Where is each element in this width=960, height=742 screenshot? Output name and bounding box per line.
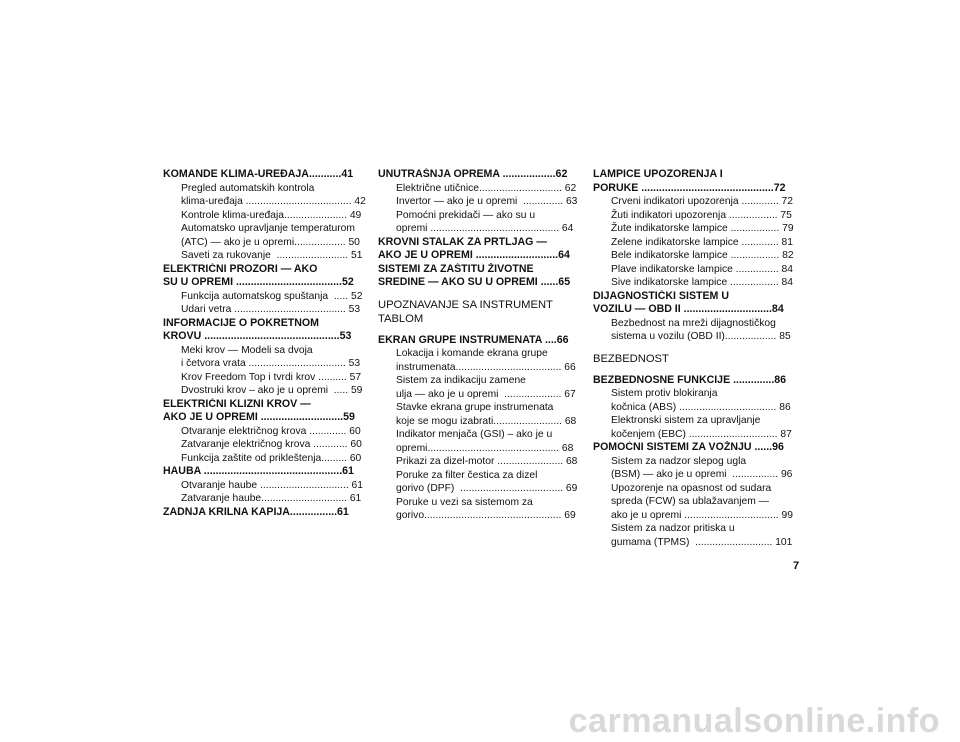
toc-heading: POMOĆNI SISTEMI ZA VOŽNJU ......96 xyxy=(593,441,784,453)
toc-entry: Plave indikatorske lampice ............... 84 xyxy=(611,263,793,275)
toc-entry: Krov Freedom Top i tvrdi krov .......... 57 xyxy=(181,371,362,383)
toc-heading: KROVU ..............................................53 xyxy=(163,330,352,342)
toc-heading: SU U OPREMI ....................................52 xyxy=(163,276,354,288)
toc-entry: i četvora vrata .................................. 53 xyxy=(181,358,361,369)
toc-entry: Otvaranje haube ............................... 61 xyxy=(181,479,363,491)
toc-entry: Zatvaranje haube.............................. 61 xyxy=(181,493,362,504)
toc-entry: Indikator menjača (GSI) – ako je u xyxy=(396,429,553,440)
toc-entry: (ATC) — ako je u opremi.................. 50 xyxy=(181,236,360,248)
toc-entry: Bezbednost na mreži dijagnostičkog xyxy=(611,317,776,329)
toc-entry: gorivo (DPF) .................................... 69 xyxy=(396,483,578,494)
spacer xyxy=(593,366,803,374)
toc-heading: ELEKTRIČNI KLIZNI KROV — xyxy=(163,397,311,410)
toc-heading: KROVNI STALAK ZA PRTLJAG — xyxy=(378,235,547,248)
toc-entry: Udari vetra ....................................... 53 xyxy=(181,304,361,315)
toc-entry: Saveti za rukovanje ......................... 51 xyxy=(181,250,363,261)
toc-entry: kočnica (ABS) .................................. 86 xyxy=(611,401,791,413)
toc-entry: Sistem protiv blokiranja xyxy=(611,388,718,399)
spacer xyxy=(593,344,803,352)
toc-heading: SREDINE — AKO SU U OPREMI ......65 xyxy=(378,276,571,288)
toc-entry: gumama (TPMS) ........................... 101 xyxy=(611,536,793,548)
toc-entry: gorivo................................................ 69 xyxy=(396,510,576,521)
toc-entry: Kontrole klima-uređaja...................... 49 xyxy=(181,209,362,221)
toc-entry: kočenjem (EBC) ............................... 87 xyxy=(611,428,792,440)
toc-entry: Invertor — ako je u opremi .............. 63 xyxy=(396,196,578,207)
toc-entry: Žuti indikatori upozorenja ................. 75 xyxy=(611,209,792,221)
toc-heading: DIJAGNOSTIČKI SISTEM U xyxy=(593,289,729,302)
toc-heading: ELEKTRIČNI PROZORI — AKO xyxy=(163,262,318,275)
watermark: carmanualsonline.info xyxy=(568,702,940,740)
toc-heading: KOMANDE KLIMA-UREĐAJA...........41 xyxy=(163,168,354,180)
toc-entry: Sive indikatorske lampice ................. 84 xyxy=(611,277,793,288)
toc-entry: sistema u vozilu (OBD II).................. 85 xyxy=(611,331,791,342)
toc-entry: Sistem za indikaciju zamene xyxy=(396,375,526,386)
toc-column-1 xyxy=(163,168,373,519)
toc-entry: koje se mogu izabrati........................ 68 xyxy=(396,415,577,427)
toc-entry: Lokacija i komande ekrana grupe xyxy=(396,348,548,359)
toc-entry: Automatsko upravljanje temperaturom xyxy=(181,223,355,234)
section-title: TABLOM xyxy=(378,312,424,325)
toc-heading: EKRAN GRUPE INSTRUMENATA ....66 xyxy=(378,333,569,346)
toc-heading: UNUTRAŠNJA OPREMA ..................62 xyxy=(378,168,568,180)
toc-entry: opremi ............................................. 64 xyxy=(396,223,574,234)
section-title: UPOZNAVANJE SA INSTRUMENT xyxy=(378,298,553,311)
toc-entry: Sistem za nadzor pritiska u xyxy=(611,523,735,534)
toc-entry: Elektronski sistem za upravljanje xyxy=(611,415,761,426)
toc-heading: SISTEMI ZA ZAŠTITU ŽIVOTNE xyxy=(378,262,534,275)
toc-entry: Pregled automatskih kontrola xyxy=(181,182,315,194)
page-number: 7 xyxy=(793,560,800,572)
toc-entry: (BSM) — ako je u opremi ................ 96 xyxy=(611,469,793,480)
toc-entry: ulja — ako je u opremi .................... 67 xyxy=(396,388,576,400)
toc-column-2 xyxy=(378,168,588,523)
spacer xyxy=(378,326,588,334)
toc-entry: ako je u opremi ................................. 99 xyxy=(611,509,793,521)
toc-entry: Prikazi za dizel-motor ....................... 68 xyxy=(396,456,578,467)
spacer xyxy=(378,290,588,298)
toc-entry: Bele indikatorske lampice ................. 82 xyxy=(611,250,794,261)
toc-heading: BEZBEDNOSNE FUNKCIJE ..............86 xyxy=(593,373,787,386)
toc-entry: Žute indikatorske lampice ................. 79 xyxy=(611,223,794,234)
toc-entry: Električne utičnice............................. 62 xyxy=(396,182,577,194)
toc-heading: PORUKE .............................................72 xyxy=(593,181,786,194)
toc-entry: Poruke u vezi sa sistemom za xyxy=(396,496,533,508)
toc-heading: AKO JE U OPREMI ............................59 xyxy=(163,411,355,423)
toc-column-3 xyxy=(593,168,803,549)
section-title: BEZBEDNOST xyxy=(593,352,669,365)
toc-entry: opremi.............................................. 68 xyxy=(396,442,574,454)
toc-entry: Funkcija zaštite od prikleštenja......... 60 xyxy=(181,452,362,464)
toc-entry: spreda (FCW) sa ublažavanjem — xyxy=(611,496,769,507)
toc-entry: Otvaranje električnog krova ............. 60 xyxy=(181,425,361,437)
toc-entry: Crveni indikatori upozorenja ............. 72 xyxy=(611,196,794,207)
toc-entry: instrumenata..................................... 66 xyxy=(396,361,576,373)
toc-entry: Zatvaranje električnog krova ............ 60 xyxy=(181,439,362,450)
toc-entry: Dvostruki krov – ako je u opremi ..... 59 xyxy=(181,385,363,396)
toc-entry: klima-uređaja ..................................... 42 xyxy=(181,196,366,207)
toc-heading: VOZILU — OBD II ..............................84 xyxy=(593,303,784,315)
toc-heading: AKO JE U OPREMI ............................64 xyxy=(378,249,570,261)
toc-entry: Upozorenje na opasnost od sudara xyxy=(611,482,772,494)
toc-entry: Poruke za filter čestica za dizel xyxy=(396,469,538,481)
toc-entry: Pomoćni prekidači — ako su u xyxy=(396,209,536,221)
toc-heading: INFORMACIJE O POKRETNOM xyxy=(163,316,319,329)
toc-entry: Funkcija automatskog spuštanja ..... 52 xyxy=(181,290,363,302)
toc-entry: Zelene indikatorske lampice ............. 81 xyxy=(611,236,793,248)
toc-entry: Meki krov — Modeli sa dvoja xyxy=(181,344,313,356)
toc-entry: Sistem za nadzor slepog ugla xyxy=(611,455,747,467)
toc-entry: Stavke ekrana grupe instrumenata xyxy=(396,402,554,413)
toc-heading: HAUBA ...............................................61 xyxy=(163,465,354,477)
toc-heading: ZADNJA KRILNA KAPIJA................61 xyxy=(163,505,349,518)
toc-heading: LAMPICE UPOZORENJA I xyxy=(593,168,723,180)
